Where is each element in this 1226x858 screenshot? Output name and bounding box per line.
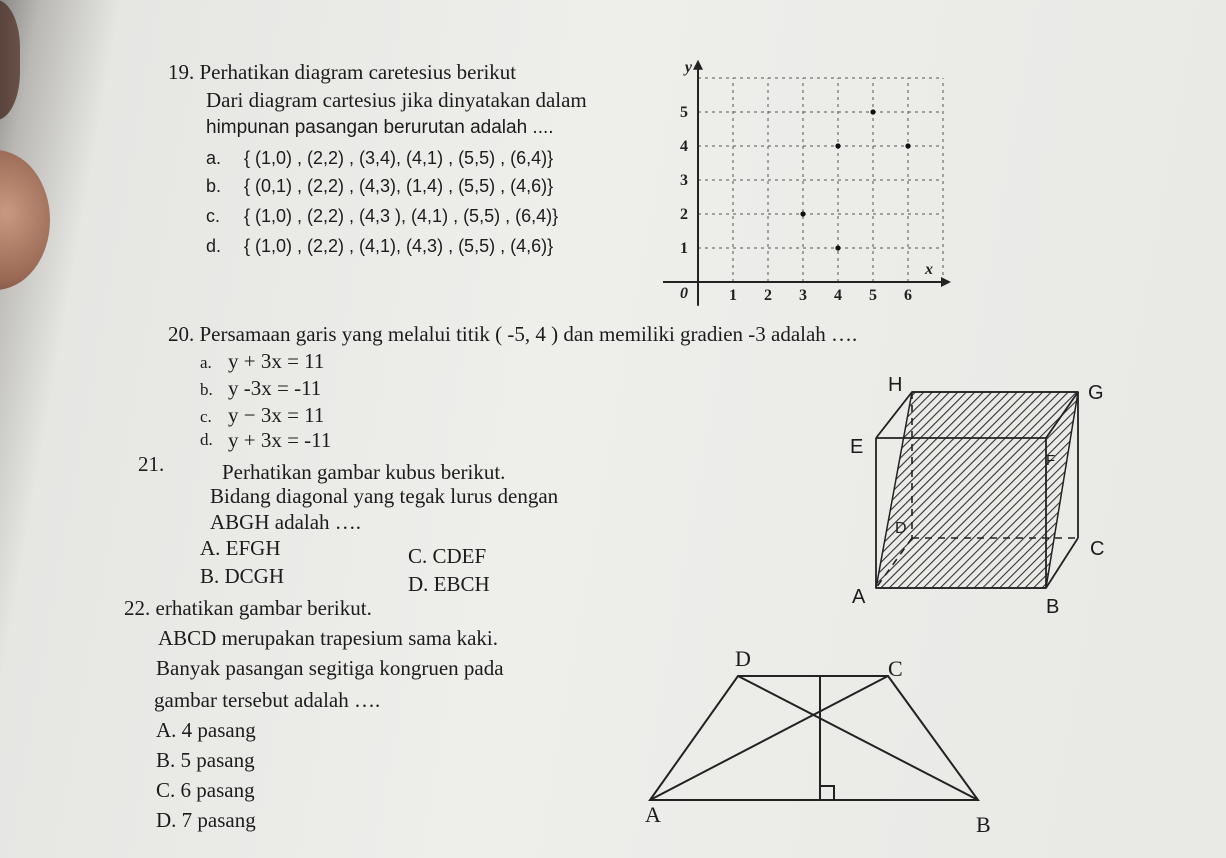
q20-option-b: y -3x = -11 [228,376,322,400]
cube-label-d: D [895,520,907,537]
q21-option-c: C. CDEF [408,544,487,568]
trap-label-c: C [888,656,903,681]
trap-label-d: D [735,646,751,671]
q21-option-a: A. EFGH [200,536,281,560]
cube-label-e: E [850,436,864,458]
cube-label-f: F [1046,452,1056,469]
trap-label-a: A [645,802,661,827]
x-tick-label: 6 [904,287,912,304]
q19-option-a: { (1,0) , (2,2) , (3,4), (4,1) , (5,5) , (6,4)} [244,148,554,168]
q21-option-b: B. DCGH [200,564,285,588]
q19-option-a-letter: a. [206,148,222,168]
q20-option-a-letter: a. [200,353,212,372]
x-tick-label: 5 [869,287,877,304]
q20-option-b-letter: b. [200,380,213,399]
y-tick-label: 1 [680,240,688,257]
cube-label-g: G [1088,382,1104,404]
x-tick-label: 2 [764,287,772,304]
q20-option-c: y − 3x = 11 [228,403,325,427]
x-tick-label: 4 [834,287,842,304]
q19-option-b: { (0,1) , (2,2) , (4,3), (1,4) , (5,5) , (4,6)} [244,176,554,196]
q20-option-d: y + 3x = -11 [228,428,332,452]
q22-line3: gambar tersebut adalah …. [154,688,381,712]
trap-label-b: B [976,812,991,837]
q19-option-c-letter: c. [206,206,221,226]
q20-option-a: y + 3x = 11 [228,349,325,373]
q22-option-d: D. 7 pasang [156,808,256,832]
y-tick-label: 2 [680,206,688,223]
y-tick-label: 3 [680,172,688,189]
q19-option-d: { (1,0) , (2,2) , (4,1), (4,3) , (5,5) , (4,6)} [244,236,554,256]
q20-option-d-letter: d. [200,430,213,449]
q22-option-a: A. 4 pasang [156,718,256,742]
q21-line3: ABGH adalah …. [210,510,362,534]
q20-title: 20. Persamaan garis yang melalui titik ( -5, 4 ) dan memiliki gradien -3 adalah …. [168,322,858,346]
q22-option-b: B. 5 pasang [156,748,255,772]
cube-label-c: C [1090,538,1105,560]
q21-line1: Perhatikan gambar kubus berikut. [222,460,506,484]
y-tick-label: 4 [680,138,688,155]
q22-title: 22. erhatikan gambar berikut. [124,596,372,620]
q19-option-b-letter: b. [206,176,222,196]
q19-option-d-letter: d. [206,236,222,256]
q19-option-c: { (1,0) , (2,2) , (4,3 ), (4,1) , (5,5) , (6,4)} [244,206,559,226]
y-tick-label: 5 [680,104,688,121]
q21-option-d: D. EBCH [408,572,490,596]
cube-label-b: B [1046,596,1060,618]
cube-label-a: A [852,586,866,608]
q22-line1: ABCD merupakan trapesium sama kaki. [158,626,498,650]
x-tick-label: 1 [729,287,737,304]
q22-option-c: C. 6 pasang [156,778,255,802]
q20-option-c-letter: c. [200,407,212,426]
x-tick-label: 3 [799,287,807,304]
q21-line2: Bidang diagonal yang tegak lurus dengan [210,484,559,508]
y-axis-label: y [684,58,692,76]
x-axis-label: x [925,261,933,278]
q19-line3: himpunan pasangan berurutan adalah .... [206,117,554,138]
q22-line2: Banyak pasangan segitiga kongruen pada [156,656,504,680]
q19-line2: Dari diagram cartesius jika dinyatakan dalam [206,88,587,112]
origin-label: 0 [680,285,688,302]
q21-number: 21. [138,452,165,476]
q19-title: 19. Perhatikan diagram caretesius berikut [168,60,517,84]
cube-label-h: H [888,374,903,396]
